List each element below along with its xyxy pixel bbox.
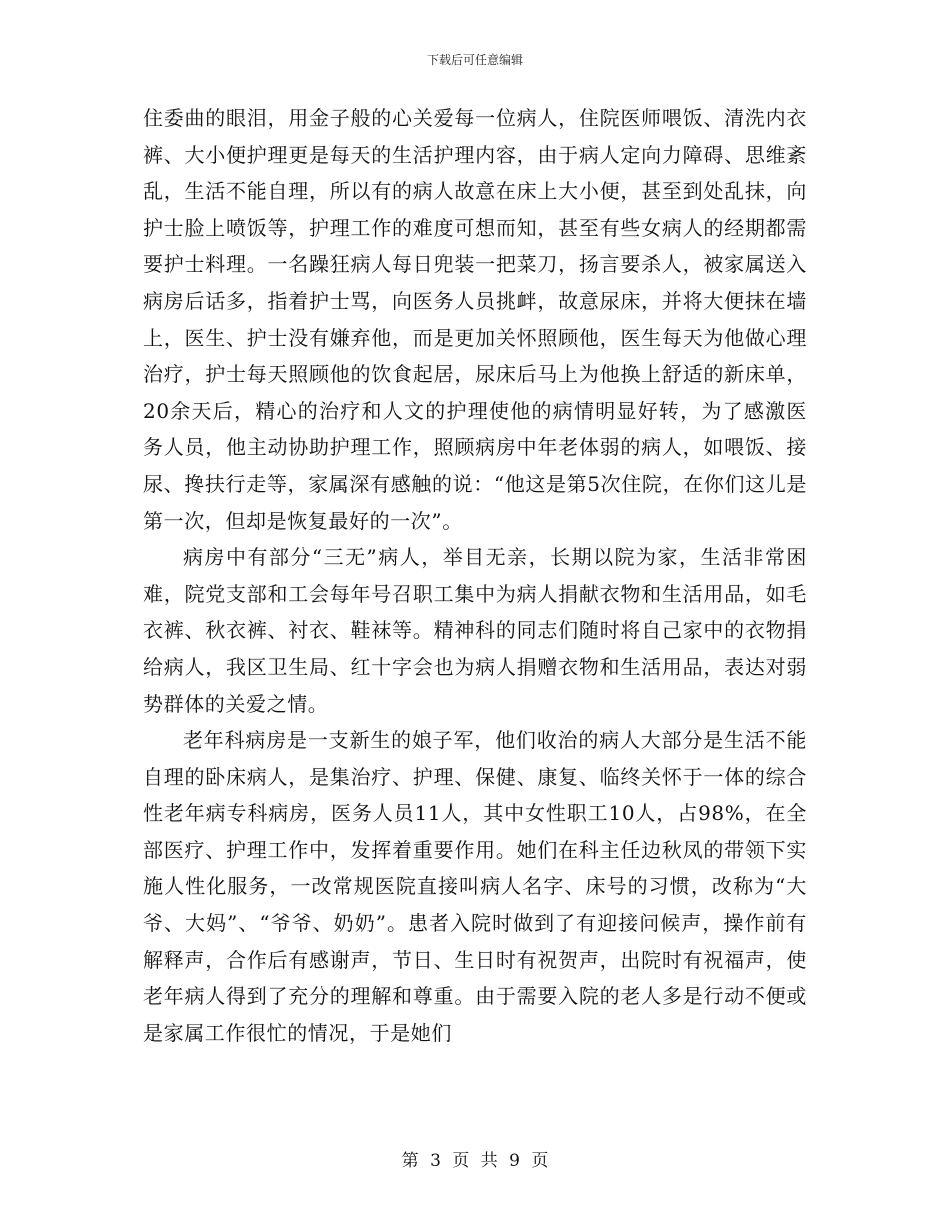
page-number-footer: 第 3 页 共 9 页 (401, 1151, 549, 1171)
page-header: 下载后可任意编辑 (426, 53, 523, 67)
paragraph: 病房中有部分“三无”病人，举目无亲，长期以院为家，生活非常困难，院党支部和工会每年号召职工集中为病人捐献衣物和生活用品，如毛衣裤、秋衣裤、衬衣、鞋袜等。精神科的同志们随时将自己家中的衣物捐给病人，我区卫生局、红十字会也为病人捐赠衣物和生活用品，表达对弱势群体的关爱之情。 (143, 545, 807, 716)
body-text (143, 100, 807, 1051)
paragraph: 老年科病房是一支新生的娘子军，他们收治的病人大部分是生活不能自理的卧床病人，是集治疗、护理、保健、康复、临终关怀于一体的综合性老年病专科病房，医务人员11人，其中女性职工10人，占98%，在全部医疗、护理工作中，发挥着重要作用。她们在科主任边秋凤的带领下实施人性化服务，一改常规医院直接叫病人名字、床号的习惯，改称为“大爷、大妈”、“爷爷、奶奶”。患者入院时做到了有迎接问候声，操作前有解释声，合作后有感谢声，节日、生日时有祝贺声，出院时有祝福声，使老年病人得到了充分的理解和尊重。由于需要入院的老人多是行动不便或是家属工作很忙的情况，于是她们 (143, 728, 807, 1045)
paragraph: 住委曲的眼泪，用金子般的心关爱每一位病人，住院医师喂饭、清洗内衣裤、大小便护理更是每天的生活护理内容，由于病人定向力障碍、思维紊乱，生活不能自理，所以有的病人故意在床上大小便，甚至到处乱抹，向护士脸上喷饭等，护理工作的难度可想而知，甚至有些女病人的经期都需要护士料理。一名躁狂病人每日兜装一把菜刀，扬言要杀人，被家属送入病房后话多，指着护士骂，向医务人员挑衅，故意尿床，并将大便抹在墙上，医生、护士没有嫌弃他，而是更加关怀照顾他，医生每天为他做心理治疗，护士每天照顾他的饮食起居，尿床后马上为他换上舒适的新床单，20余天后，精心的治疗和人文的护理使他的病情明显好转，为了感激医务人员，他主动协助护理工作，照顾病房中年老体弱的病人，如喂饭、接尿、搀扶行走等，家属深有感触的说：“他这是第5次住院，在你们这儿是第一次，但却是恢复最好的一次”。 (143, 106, 807, 533)
